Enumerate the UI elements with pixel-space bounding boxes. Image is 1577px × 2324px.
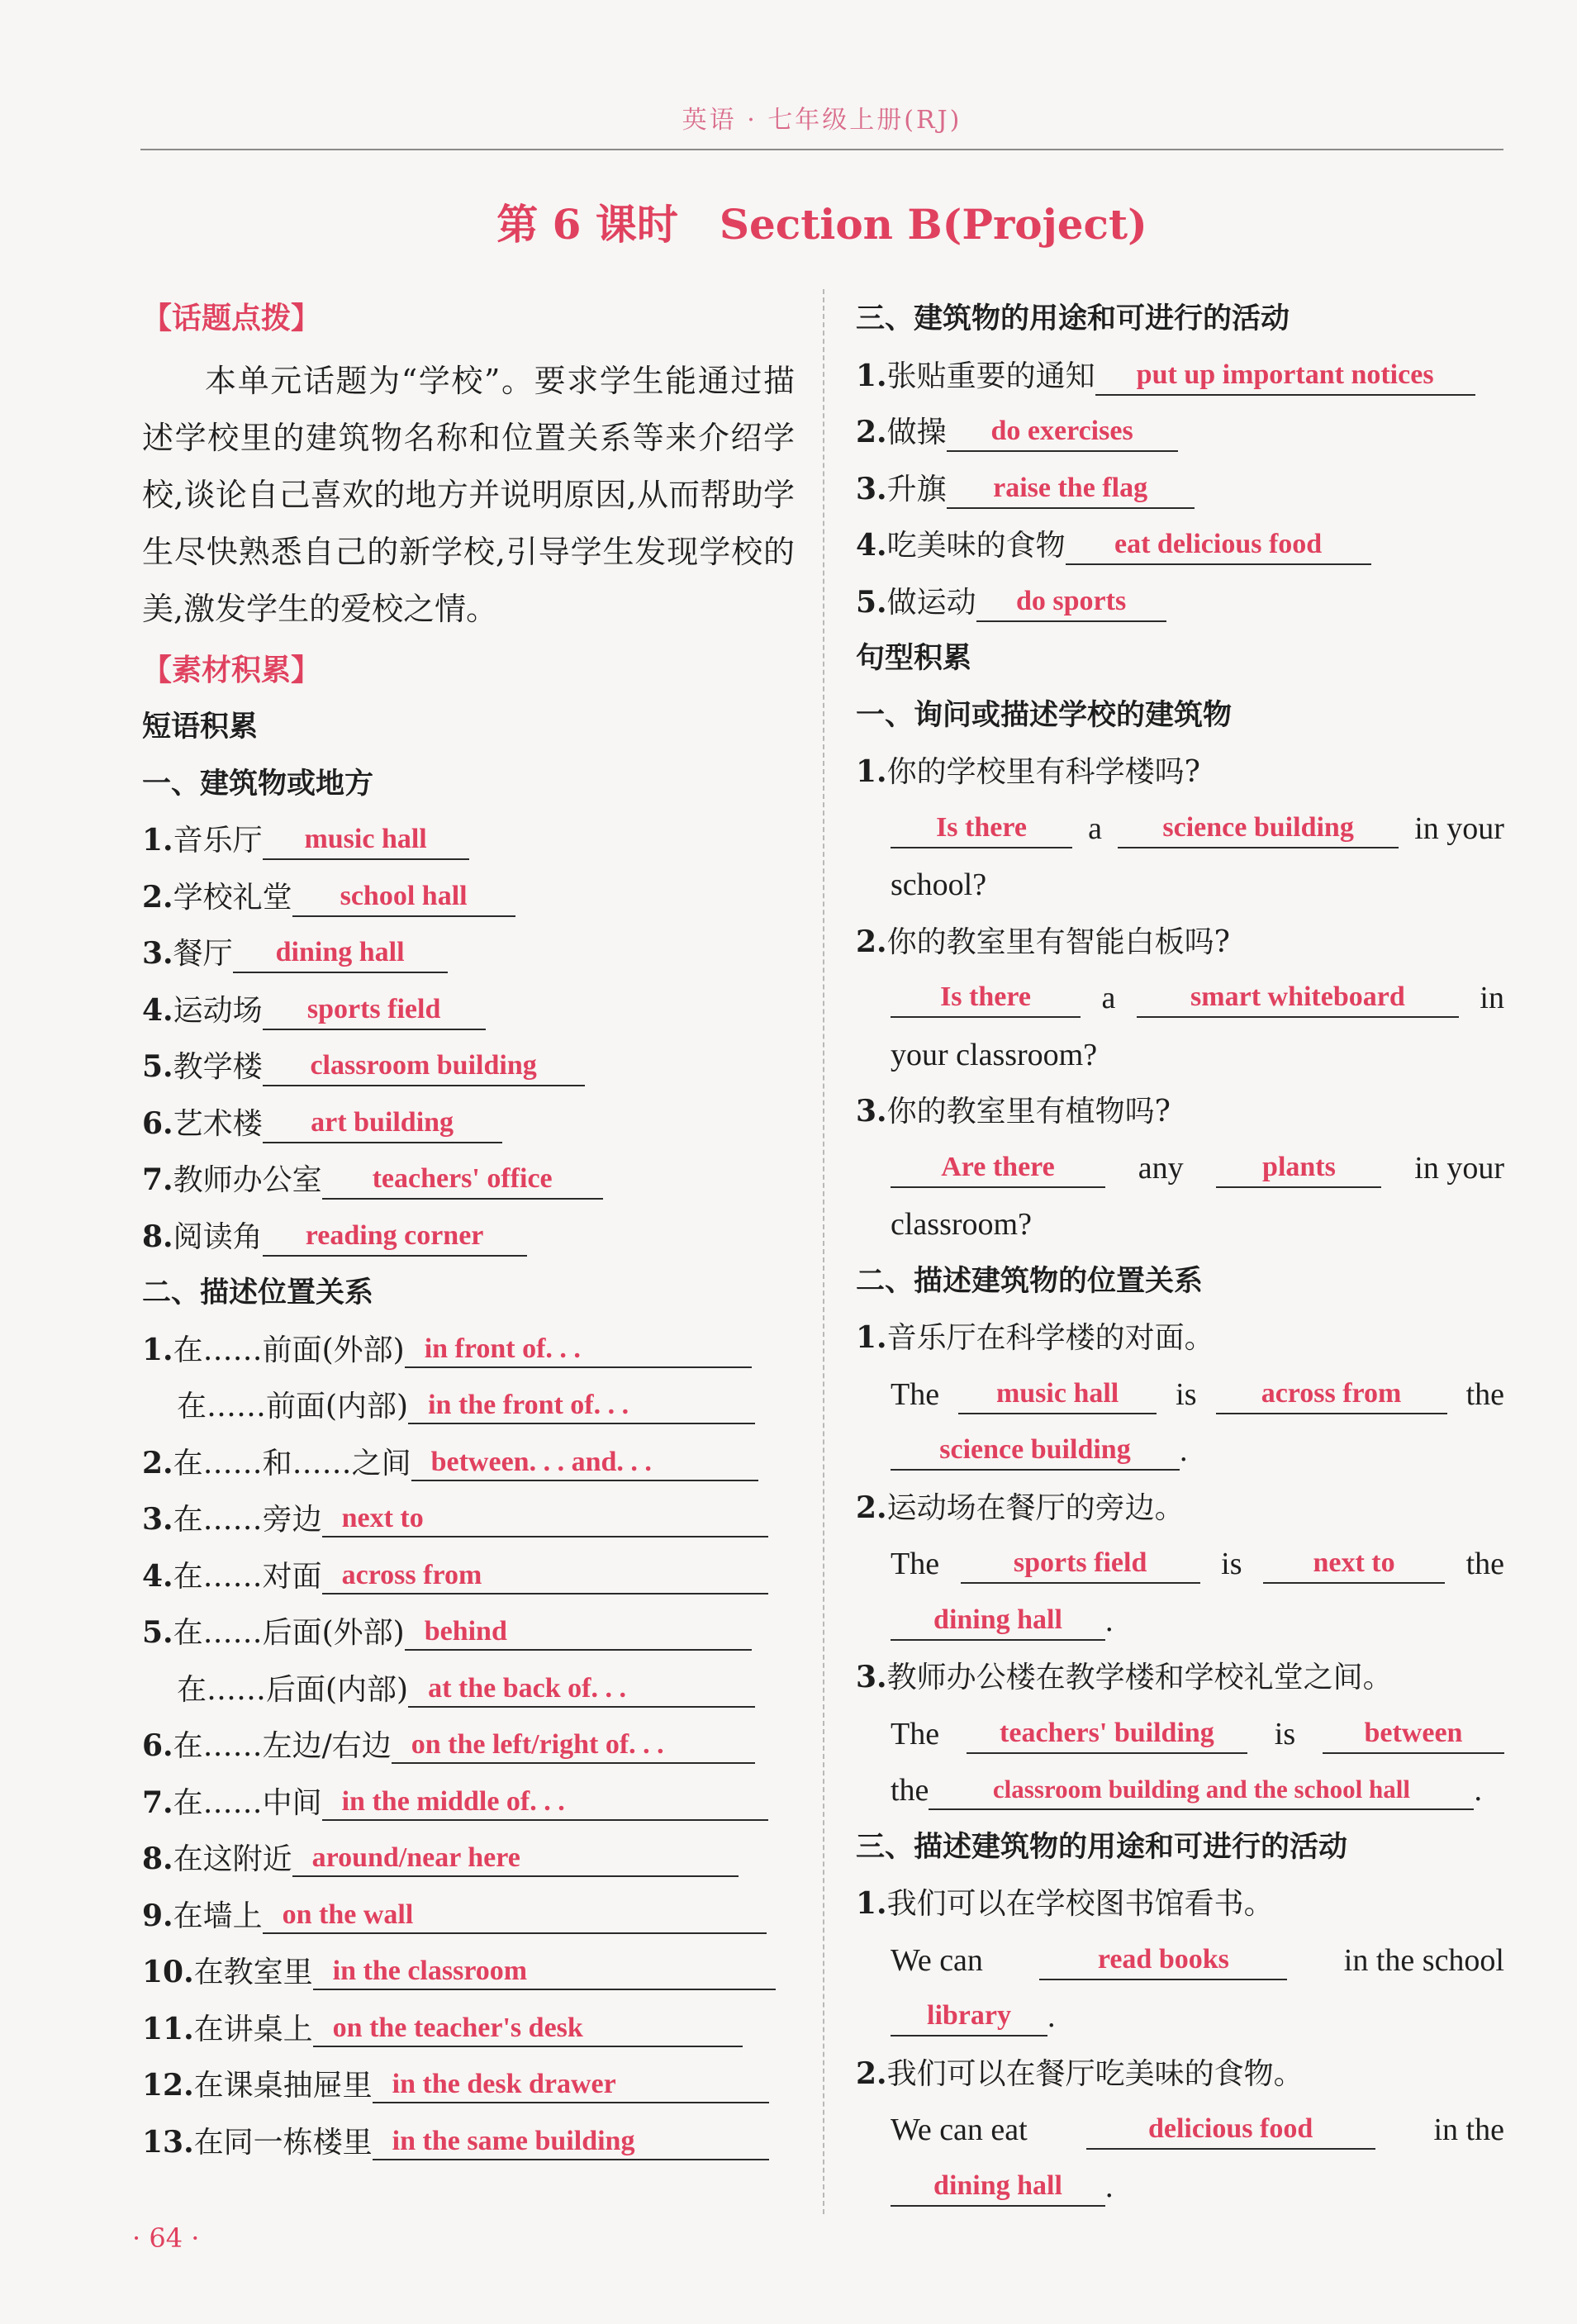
answer-blank: on the teacher's desk	[313, 2006, 743, 2047]
question-prompt: 1.音乐厅在科学楼的对面。	[856, 1320, 1214, 1355]
answer-blank: reading corner	[263, 1214, 527, 1257]
answer-line: Are there any plants in your	[856, 1140, 1504, 1197]
list-item: 11.在讲桌上 on the teacher's desk	[142, 2001, 795, 2058]
answer-blank: school hall	[292, 874, 515, 917]
running-header: 英语 · 七年级上册(RJ)	[682, 106, 962, 135]
answer-blank: smart whiteboard	[1137, 975, 1459, 1018]
answer-blank: science building	[1118, 806, 1399, 848]
topic-tag-row	[142, 291, 795, 348]
answer-blank: teachers' office	[322, 1157, 603, 1200]
answer-line-end: school?	[891, 867, 987, 902]
answer-blank: music hall	[263, 817, 469, 860]
list-item: 1.在……前面(外部) in front of. . .	[142, 1322, 795, 1379]
answer-blank: do sports	[976, 579, 1166, 622]
page-title	[140, 192, 1503, 251]
list-item: 2.学校礼堂 school hall	[142, 869, 795, 926]
answer-blank: classroom building and the school hall	[929, 1767, 1474, 1810]
answer-blank: at the back of. . .	[408, 1666, 755, 1708]
answer-blank: library	[891, 1994, 1047, 2036]
list-item: 4.在……对面 across from	[142, 1548, 795, 1605]
left-column	[142, 291, 795, 2170]
phrases-sec1-heading: 一、建筑物或地方	[142, 767, 374, 801]
answer-line-end: classroom?	[891, 1207, 1032, 1242]
answer-blank: dining hall	[233, 930, 448, 973]
sentences-sec2-heading: 二、描述建筑物的位置关系	[856, 1264, 1204, 1298]
list-item: 13.在同一栋楼里 in the same building	[142, 2114, 795, 2171]
answer-line-end: dining hall .	[856, 1593, 1504, 1650]
question-prompt: 2.运动场在餐厅的旁边。	[856, 1490, 1185, 1525]
question-prompt: 1.我们可以在学校图书馆看书。	[856, 1886, 1274, 1921]
answer-blank: across from	[322, 1553, 768, 1594]
answer-line-end: library .	[856, 1989, 1504, 2046]
answer-blank: between. . . and. . .	[411, 1440, 758, 1481]
list-item: 10.在教室里 in the classroom	[142, 1944, 795, 2001]
material-tag-row	[142, 643, 795, 700]
answer-blank: sports field	[263, 987, 486, 1030]
answer-blank: sports field	[961, 1541, 1200, 1584]
question-prompt: 3.你的教室里有植物吗?	[856, 1094, 1171, 1129]
answer-blank: across from	[1216, 1371, 1447, 1414]
answer-blank: on the wall	[263, 1893, 767, 1934]
list-item: 5.教学楼 classroom building	[142, 1038, 795, 1095]
material-tag: 【素材积累】	[142, 653, 321, 687]
list-item: 在……后面(内部) at the back of. . .	[142, 1661, 795, 1718]
sentences-sec1-heading: 一、询问或描述学校的建筑物	[856, 698, 1233, 732]
lesson-label: 第 6 课时	[496, 200, 678, 249]
answer-blank: plants	[1216, 1145, 1381, 1188]
list-item: 8.在这附近 around/near here	[142, 1831, 795, 1888]
list-item: 1.音乐厅 music hall	[142, 812, 795, 869]
phrases-sec3-heading: 三、建筑物的用途和可进行的活动	[856, 302, 1290, 335]
answer-blank: read books	[1039, 1937, 1287, 1980]
list-item: 2.在……和……之间 between. . . and. . .	[142, 1435, 795, 1492]
answer-blank: in the same building	[373, 2119, 769, 2160]
phrases-sec2-heading: 二、描述位置关系	[142, 1276, 374, 1309]
answer-blank: do exercises	[947, 409, 1178, 452]
answer-blank: around/near here	[292, 1836, 739, 1877]
list-item: 7.在……中间 in the middle of. . .	[142, 1775, 795, 1832]
answer-blank: next to	[322, 1496, 768, 1537]
answer-line: The music hall is across from the	[856, 1366, 1504, 1423]
section-label: Section B(Project)	[719, 200, 1147, 249]
list-item: 9.在墙上 on the wall	[142, 1888, 795, 1945]
list-item: 7.教师办公室 teachers' office	[142, 1152, 795, 1209]
page-number: · 64 ·	[132, 2222, 200, 2254]
answer-line: We can read books in the school	[856, 1932, 1504, 1989]
answer-line-end: science building .	[856, 1423, 1504, 1480]
phrases-heading: 短语积累	[142, 711, 259, 744]
answer-blank: next to	[1263, 1541, 1445, 1584]
answer-line: Is there a smart whiteboard in	[856, 970, 1504, 1027]
answer-blank: behind	[405, 1609, 752, 1651]
list-item: 2.做操 do exercises	[856, 404, 1504, 461]
answer-blank: in the classroom	[313, 1949, 776, 1990]
answer-blank: eat delicious food	[1066, 522, 1371, 565]
answer-blank: Are there	[891, 1145, 1105, 1188]
list-item: 6.艺术楼 art building	[142, 1095, 795, 1152]
list-item: 1.张贴重要的通知 put up important notices	[856, 348, 1504, 405]
answer-blank: on the left/right of. . .	[392, 1723, 755, 1764]
answer-blank: raise the flag	[947, 466, 1195, 509]
list-item: 在……前面(内部) in the front of. . .	[142, 1378, 795, 1435]
answer-blank: Is there	[891, 806, 1072, 848]
answer-line: The teachers' building is between	[856, 1706, 1504, 1763]
header-rule	[140, 149, 1503, 150]
right-column	[856, 291, 1504, 2215]
list-item: 4.吃美味的食物 eat delicious food	[856, 517, 1504, 574]
answer-line-end: dining hall .	[856, 2159, 1504, 2216]
answer-blank: Is there	[891, 975, 1081, 1018]
list-item: 6.在……左边/右边 on the left/right of. . .	[142, 1718, 795, 1775]
answer-blank: music hall	[958, 1371, 1157, 1414]
list-item: 3.在……旁边 next to	[142, 1491, 795, 1548]
question-prompt: 3.教师办公楼在教学楼和学校礼堂之间。	[856, 1660, 1393, 1694]
list-item: 8.阅读角 reading corner	[142, 1209, 795, 1266]
answer-blank: teachers' building	[967, 1711, 1247, 1754]
sentences-sec3-heading: 三、描述建筑物的用途和可进行的活动	[856, 1830, 1348, 1864]
topic-paragraph: 本单元话题为“学校”。要求学生能通过描述学校里的建筑物名称和位置关系等来介绍学校,谈论自己喜欢的地方并说明原因,从而帮助学生尽快熟悉自己的新学校,引导学生发现学校的美,激发学生的爱校之情。	[142, 362, 795, 627]
answer-blank: delicious food	[1086, 2107, 1375, 2150]
answer-blank: classroom building	[263, 1043, 585, 1086]
answer-line: Is there a science building in your	[856, 801, 1504, 858]
answer-blank: in the middle of. . .	[322, 1780, 768, 1821]
answer-blank: in the front of. . .	[408, 1383, 755, 1424]
question-prompt: 1.你的学校里有科学楼吗?	[856, 754, 1200, 789]
list-item: 3.餐厅 dining hall	[142, 925, 795, 982]
list-item: 5.在……后面(外部) behind	[142, 1604, 795, 1661]
sentences-heading: 句型积累	[856, 642, 972, 675]
answer-blank: science building	[891, 1428, 1180, 1471]
answer-blank: between	[1323, 1711, 1504, 1754]
answer-line: We can eat delicious food in the	[856, 2102, 1504, 2159]
answer-blank: dining hall	[891, 2164, 1105, 2207]
list-item: 12.在课桌抽屉里 in the desk drawer	[142, 2057, 795, 2114]
question-prompt: 2.我们可以在餐厅吃美味的食物。	[856, 2055, 1304, 2091]
topic-tag: 【话题点拨】	[142, 302, 321, 335]
column-divider	[823, 289, 824, 2214]
answer-blank: in front of. . .	[405, 1327, 752, 1368]
question-prompt: 2.你的教室里有智能白板吗?	[856, 924, 1230, 959]
list-item: 3.升旗 raise the flag	[856, 461, 1504, 518]
answer-line-end: your classroom?	[891, 1037, 1098, 1072]
answer-line: The sports field is next to the	[856, 1536, 1504, 1593]
list-item: 4.运动场 sports field	[142, 982, 795, 1039]
answer-blank: dining hall	[891, 1598, 1105, 1641]
answer-blank: in the desk drawer	[373, 2062, 769, 2103]
list-item: 5.做运动 do sports	[856, 574, 1504, 631]
answer-blank: put up important notices	[1095, 353, 1475, 396]
answer-line-end: the classroom building and the school hall .	[856, 1762, 1504, 1819]
answer-blank: art building	[263, 1100, 502, 1143]
